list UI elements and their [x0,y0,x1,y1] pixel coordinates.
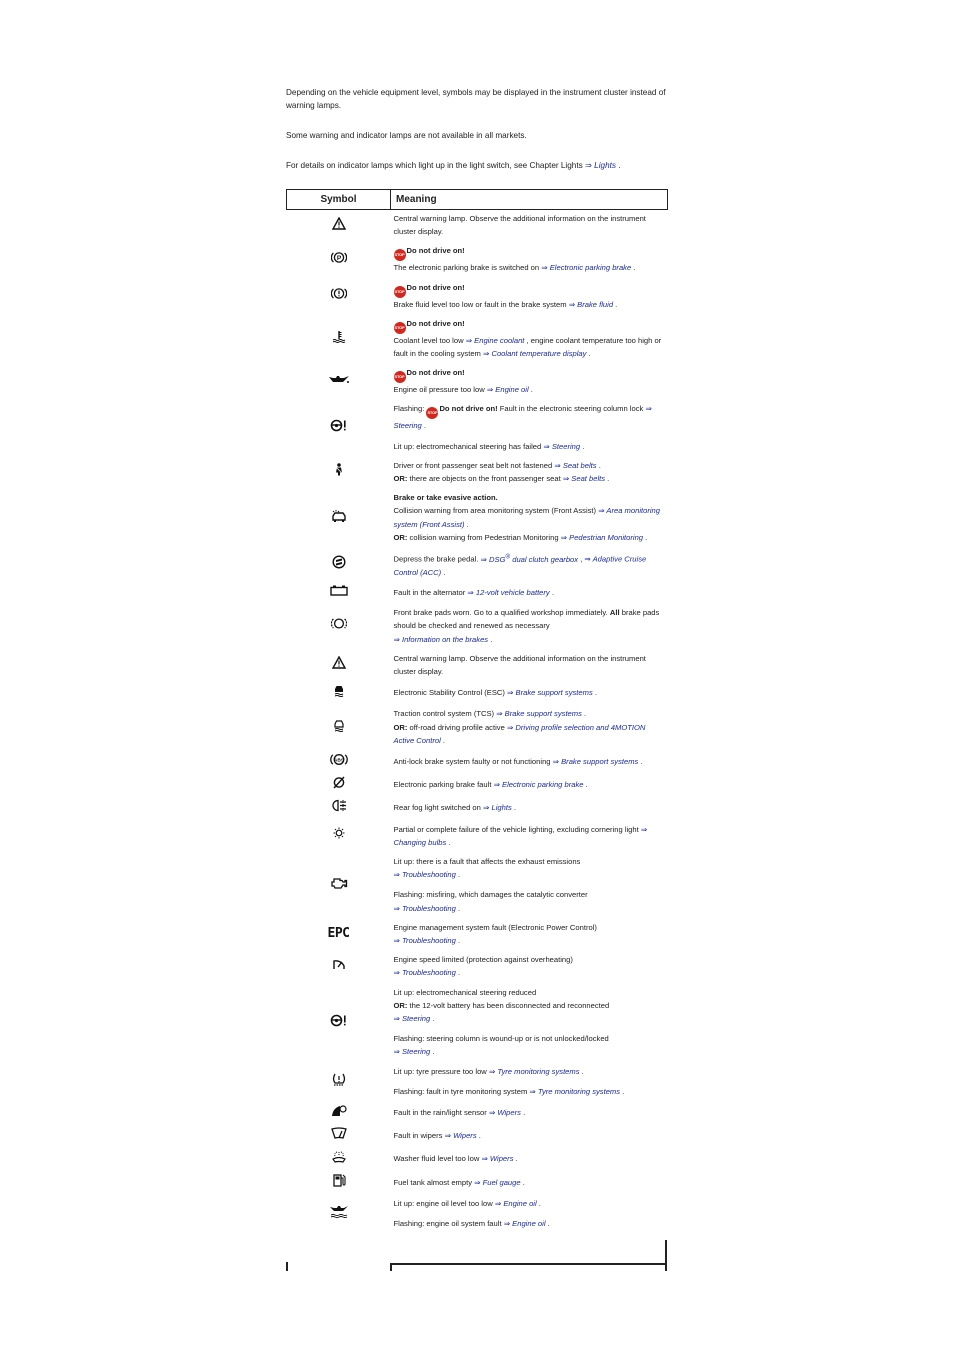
epc-icon: EPC [327,925,350,941]
tyre-pressure-icon [332,1073,346,1086]
table-row: ABS Anti-lock brake system faulty or not functioning ⇒ Brake support systems . [287,751,668,774]
changing-bulbs-link[interactable]: ⇒ Changing bulbs [393,824,648,847]
table-row: P STOP Do not drive on! The electronic parking brake is switched on ⇒ Electronic parking brake . [287,242,668,278]
engine-icon [330,877,348,889]
washer-fluid-icon [331,1150,347,1163]
oil-level-icon [329,1205,349,1218]
steering-link[interactable]: ⇒ Steering [543,441,581,451]
intro-paragraph-2: Some warning and indicator lamps are not available in all markets. [286,131,527,140]
seat-belt-icon [334,463,344,476]
table-row: Driver or front passenger seat belt not fastened ⇒ Seat belts . OR: there are objects on the front passenger seat ⇒ Seat belts . [287,457,668,489]
svg-text:ABS: ABS [333,758,344,764]
fuel-gauge-link[interactable]: ⇒ Fuel gauge [474,1177,521,1187]
seat-belts-link[interactable]: ⇒ Seat belts [554,460,597,470]
table-row: Front brake pads worn. Go to a qualified workshop immediately. All brake pads should be checked and renewed as necessary ⇒ Information on the brakes . [287,604,668,650]
brake-pads-icon [331,617,347,630]
troubleshooting-link[interactable]: ⇒ Troubleshooting [393,870,456,880]
troubleshooting-link[interactable]: ⇒ Troubleshooting [393,968,456,978]
troubleshooting-link[interactable]: ⇒ Troubleshooting [393,936,456,946]
electronic-parking-brake-link[interactable]: ⇒ Electronic parking brake [541,263,632,273]
seat-belts-link[interactable]: ⇒ Seat belts [562,474,606,484]
table-row: Depress the brake pedal. ⇒ DSG® dual clutch gearbox , ⇒ Adaptive Cruise Control (ACC) . [287,548,668,583]
warning-triangle-icon [332,656,346,669]
battery-icon [330,585,348,596]
table-bottom-mid-tick [390,1263,392,1271]
table-row: STOP Do not drive on! Engine oil pressure too low ⇒ Engine oil . [287,364,668,400]
engine-oil-link[interactable]: ⇒ Engine oil [494,1198,537,1208]
table-row: Fault in the rain/light sensor ⇒ Wipers . [287,1102,668,1125]
table-row: Engine speed limited (protection against overheating) ⇒ Troubleshooting . [287,951,668,983]
bulb-failure-icon [332,827,346,840]
table-row: Lit up: there is a fault that affects the exhaust emissions ⇒ Troubleshooting . Flashing: misfiring, which damages the catalytic converter ⇒ Troubleshooting . [287,853,668,919]
brake-fluid-link[interactable]: ⇒ Brake fluid [568,299,614,309]
table-row: STOP Do not drive on! Brake fluid level too low or fault in the brake system ⇒ Brake fluid . [287,279,668,315]
table-row: Electronic Stability Control (ESC) ⇒ Brake support systems . [287,682,668,705]
table-row: Lit up: engine oil level too low ⇒ Engine oil . Flashing: engine oil system fault ⇒ Engine oil . [287,1195,668,1234]
stop-icon: STOP [426,407,438,419]
table-row: Lit up: tyre pressure too low ⇒ Tyre monitoring systems . Flashing: fault in tyre monitoring system ⇒ Tyre monitoring systems . [287,1063,668,1102]
brake-fluid-icon [331,287,347,300]
wiper-icon [331,1127,347,1140]
engine-speed-icon [332,958,346,971]
table-bottom-right-tick [665,1240,667,1271]
troubleshooting-link[interactable]: ⇒ Troubleshooting [393,903,456,913]
table-row: Central warning lamp. Observe the additional information on the instrument cluster display. [287,650,668,682]
intro-paragraph-3: For details on indicator lamps which light up in the light switch, see Chapter Lights ⇒ Lights . [286,161,621,170]
coolant-icon [332,330,346,343]
lights-link[interactable]: ⇒ Lights [483,803,512,813]
intro-paragraph-1: Depending on the vehicle equipment level, symbols may be displayed in the instrument cluster instead of warning lamps. [286,88,666,110]
brake-support-systems-link[interactable]: ⇒ Brake support systems [507,688,593,698]
lights-link[interactable]: ⇒ Lights [585,161,616,170]
driving-profile-link[interactable]: ⇒ Driving profile selection and 4MOTION Active Control [393,722,646,745]
table-header [287,190,668,210]
wipers-link[interactable]: ⇒ Wipers [488,1108,521,1118]
brake-pedal-icon [332,555,346,569]
coolant-temperature-display-link[interactable]: ⇒ Coolant temperature display [483,349,587,359]
warning-lamp-table [286,189,668,1234]
fuel-icon [332,1174,346,1187]
tyre-monitoring-link[interactable]: ⇒ Tyre monitoring systems [529,1086,621,1096]
abs-icon [330,753,348,766]
table-row: EPC Engine management system fault (Electronic Power Control) ⇒ Troubleshooting . [327,922,597,946]
table-bottom-line [390,1263,667,1265]
table-row: Traction control system (TCS) ⇒ Brake support systems . OR: off-road driving profile active ⇒ Driving profile selection and 4MOTION Active Control . [287,705,668,751]
table-row: STOP Do not drive on! Coolant level too low ⇒ Engine coolant , engine coolant temperature too high or fault in the cooling system ⇒ Coolant temperature display . [287,315,668,364]
column-header-symbol: Symbol [287,190,391,210]
stop-icon: STOP [394,249,406,261]
table-bottom-left-tick [286,1262,288,1271]
parking-brake-icon [331,251,347,264]
brake-support-systems-link[interactable]: ⇒ Brake support systems [496,709,582,719]
table-row: Partial or complete failure of the vehicle lighting, excluding cornering light ⇒ Changing bulbs . [287,821,668,853]
page-content [286,86,668,1234]
table-row: Central warning lamp. Observe the additional information on the instrument cluster display. [287,210,668,243]
tcs-icon [333,719,345,732]
svg-text:P: P [336,254,341,262]
dsg-link[interactable]: ⇒ DSG® dual clutch gearbox [480,553,579,564]
table-row: Fault in wipers ⇒ Wipers . [287,1125,668,1148]
table-row: Rear fog light switched on ⇒ Lights . [287,797,668,820]
table-row: Fuel tank almost empty ⇒ Fuel gauge . [287,1172,668,1195]
engine-oil-link[interactable]: ⇒ Engine oil [486,385,529,395]
steering-link[interactable]: ⇒ Steering [393,1047,431,1057]
oil-can-icon [328,374,350,385]
brake-support-systems-link[interactable]: ⇒ Brake support systems [552,757,639,767]
information-on-brakes-link[interactable]: ⇒ Information on the brakes [393,634,489,644]
wipers-link[interactable]: ⇒ Wipers [481,1154,514,1164]
stop-icon: STOP [394,286,406,298]
steering-lock-icon [330,419,348,432]
column-header-meaning: Meaning [391,190,668,210]
wipers-link[interactable]: ⇒ Wipers [444,1131,477,1141]
steering-link[interactable]: ⇒ Steering [393,1014,431,1024]
table-row: Electronic parking brake fault ⇒ Electronic parking brake . [287,774,668,797]
intro [286,86,668,172]
engine-coolant-link[interactable]: ⇒ Engine coolant [465,335,525,345]
rear-fog-light-icon [331,799,347,812]
tyre-monitoring-link[interactable]: ⇒ Tyre monitoring systems [488,1066,580,1076]
warning-triangle-icon [332,217,346,230]
adaptive-cruise-control-link[interactable]: ⇒ Adaptive Cruise Control (ACC) [393,554,647,577]
stop-icon: STOP [394,322,406,334]
esc-icon [333,684,345,697]
table-row: Brake or take evasive action. Collision warning from area monitoring system (Front Assist) ⇒ Area monitoring system (Front Assist) . OR: collision warning from Pedestrian Monitoring ⇒ Pedestrian Monitoring . [287,489,668,548]
electronic-parking-brake-link[interactable]: ⇒ Electronic parking brake [493,780,584,790]
stop-icon: STOP [394,371,406,383]
vehicle-battery-link[interactable]: ⇒ 12-volt vehicle battery [467,587,550,597]
table-row: Lit up: electromechanical steering reduced OR: the 12-volt battery has been disconnected and reconnected ⇒ Steering . Flashing: steering column is wound-up or is not unlocked/locked ⇒ Steering . [287,984,668,1063]
engine-oil-link[interactable]: ⇒ Engine oil [503,1219,546,1229]
table-row: Fault in the alternator ⇒ 12-volt vehicle battery . [287,583,668,604]
collision-warning-icon [331,510,347,522]
rain-light-sensor-icon [331,1104,347,1117]
table-row: Flashing: STOP Do not drive on! Fault in the electronic steering column lock ⇒ Steering . Lit up: electromechanical steering has failed ⇒ Steering . [287,400,668,456]
steering-link[interactable]: ⇒ Steering [393,404,652,431]
area-monitoring-link[interactable]: ⇒ Area monitoring system (Front Assist) [393,506,660,529]
table-row: Washer fluid level too low ⇒ Wipers . [287,1148,668,1171]
pedestrian-monitoring-link[interactable]: ⇒ Pedestrian Monitoring [560,532,644,542]
parking-brake-fault-icon [332,776,346,789]
steering-icon [330,1014,348,1027]
